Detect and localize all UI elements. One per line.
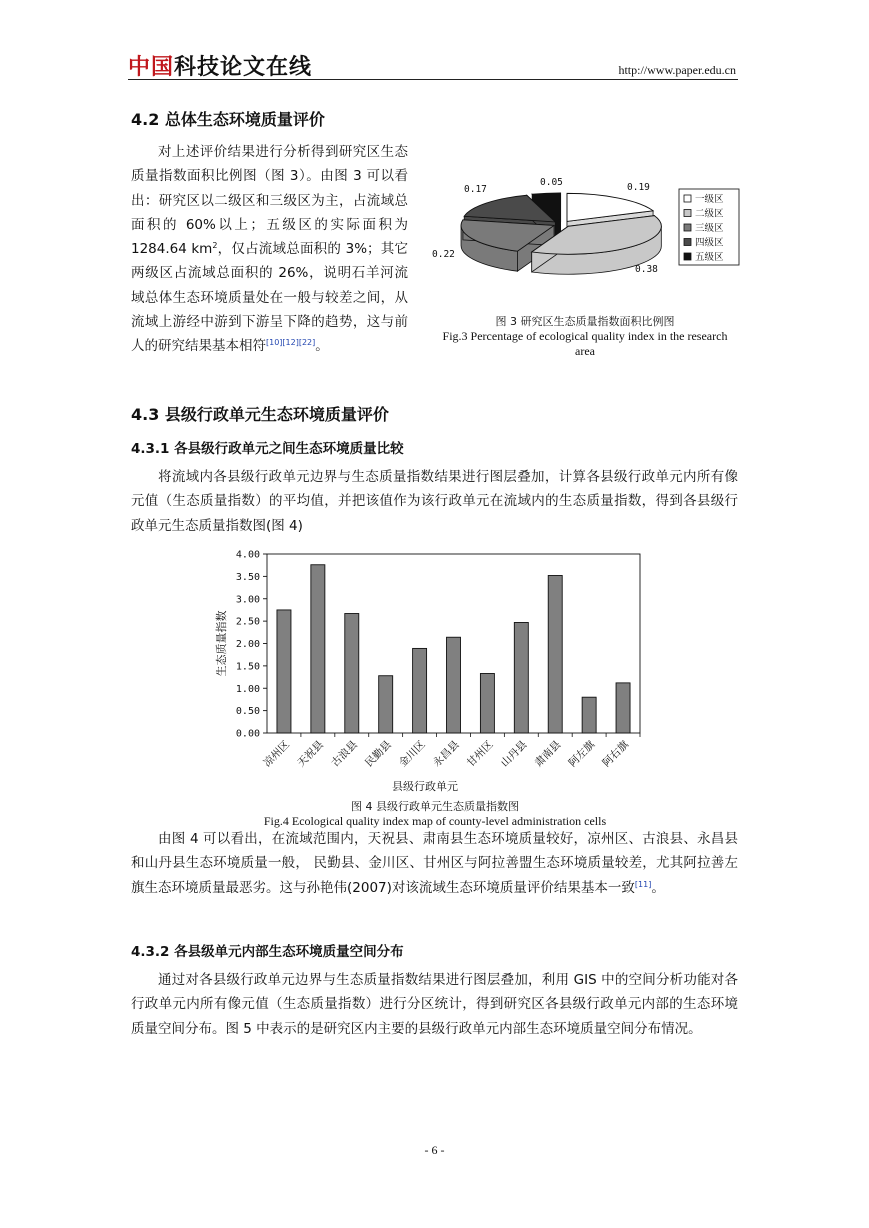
x-tick-label: 古浪县: [329, 738, 360, 770]
bar-阿左旗: [582, 697, 596, 733]
bar-古浪县: [345, 614, 359, 733]
bar-x-axis-title: 县级行政单元: [392, 780, 458, 793]
legend-swatch: [684, 210, 691, 217]
x-tick-label: 山丹县: [498, 738, 530, 770]
x-tick-label: 阿右旗: [600, 738, 632, 770]
header-url[interactable]: http://www.paper.edu.cn: [618, 63, 736, 77]
section-4-3-1-heading: 4.3.1 各县级行政单元之间生态环境质量比较: [131, 441, 404, 457]
section-4-3-1-paragraph: 将流域内各县级行政单元边界与生态质量指数结果进行图层叠加，计算各县级行政单元内所有像元值（生态质量指数）的平均值，并把该值作为该行政单元在流域内的生态质量指数，得到各县级行政单元生态质量指数图(图 4): [131, 469, 738, 534]
section-4-3-2-paragraph: 通过对各县级行政单元边界与生态质量指数结果进行图层叠加，利用 GIS 中的空间分析功能对各行政单元内所有像元值（生态质量指数）进行分区统计，得到研究区各县级行政单元内部的生态环境质量空间分布。图 5 中表示的是研究区内主要的县级行政单元内部生态环境质量空间分布情况。: [131, 972, 738, 1037]
legend-swatch: [684, 253, 691, 260]
pie-value-label: 0.17: [464, 184, 487, 195]
figure4-bar-chart: [210, 544, 670, 800]
bar-天祝县: [311, 565, 325, 733]
x-tick-label: 金川区: [396, 738, 428, 770]
figure3-caption: 图 3 研究区生态质量指数面积比例图 Fig.3 Percentage of ecological quality index in the research area: [442, 315, 728, 358]
pie-value-label: 0.05: [540, 177, 563, 188]
bar-民勤县: [379, 676, 393, 733]
y-tick-label: 1.00: [235, 683, 260, 695]
bar-凉州区: [277, 610, 291, 733]
legend-swatch: [684, 224, 691, 231]
bar-永昌县: [447, 637, 461, 733]
bar-阿右旗: [616, 683, 630, 733]
legend-swatch: [684, 239, 691, 246]
x-tick-label: 永昌县: [430, 738, 462, 770]
citation-ref[interactable]: [10][12][22]: [266, 338, 316, 348]
y-tick-label: 2.50: [235, 616, 260, 628]
header-rule: [128, 79, 738, 80]
section-4-3-heading: 4.3 县级行政单元生态环境质量评价: [131, 405, 389, 424]
x-tick-label: 甘州区: [464, 738, 496, 770]
y-tick-label: 3.00: [235, 594, 260, 606]
y-tick-label: 2.00: [235, 639, 260, 650]
x-tick-label: 民勤县: [363, 738, 394, 770]
bar-肃南县: [548, 575, 562, 733]
journal-logo: 中国科技论文在线: [128, 55, 313, 80]
page-number: - 6 -: [424, 1143, 445, 1157]
legend-label: 三级区: [695, 223, 724, 234]
bar-甘州区: [480, 673, 494, 733]
x-tick-label: 天祝县: [295, 738, 326, 770]
bar-y-axis-title: 生态质量指数: [215, 610, 228, 677]
legend-label: 一级区: [695, 194, 724, 205]
pie-value-label: 0.22: [432, 249, 455, 260]
figure4-caption: 图 4 县级行政单元生态质量指数图 Fig.4 Ecological quality index map of county-level administration cells: [263, 800, 607, 828]
x-tick-label: 肃南县: [532, 738, 564, 770]
x-tick-label: 凉州区: [261, 738, 293, 770]
bar-金川区: [413, 648, 427, 733]
pie-value-label: 0.38: [635, 264, 658, 275]
legend-label: 二级区: [695, 208, 724, 220]
section-4-3-2-heading: 4.3.2 各县级单元内部生态环境质量空间分布: [131, 944, 404, 960]
section-4-2-heading: 4.2 总体生态环境质量评价: [131, 110, 325, 129]
legend-swatch: [684, 195, 691, 202]
pie-value-label: 0.19: [627, 182, 650, 193]
y-tick-label: 1.50: [235, 661, 260, 673]
legend-label: 五级区: [695, 252, 724, 263]
figure3-pie-chart: [422, 172, 742, 282]
y-tick-label: 0.00: [235, 728, 260, 740]
y-tick-label: 3.50: [235, 571, 260, 583]
y-tick-label: 0.50: [235, 706, 260, 718]
x-tick-label: 阿左旗: [566, 738, 598, 770]
y-tick-label: 4.00: [235, 549, 260, 561]
section-4-3-1-paragraph-2: 由图 4 可以看出，在流域范围内，天祝县、肃南县生态环境质量较好，凉州区、古浪县、永昌县和山丹县生态环境质量一般， 民勤县、金川区、甘州区与阿拉善盟生态环境质量较差，尤其阿拉善左旗生态环境质量最恶劣。这与孙艳伟(2007)对该流域生态环境质量评价结果基本一致[11]。: [131, 831, 738, 896]
pie-legend: [679, 189, 739, 265]
citation-ref[interactable]: [11]: [634, 879, 652, 889]
legend-label: 四级区: [695, 237, 724, 249]
section-4-2-paragraph: 对上述评价结果进行分析得到研究区生态质量指数面积比例图（图 3）。由图 3 可以看出：研究区以二级区和三级区为主，占流域总面积的 60%以上；五级区的实际面积为 1284.64 $km^2$，仅占流域总面积的 3%；其它两级区占流域总面积的 26%，说明石羊河流域总体生态环境质量处在一般与较差之间，从流域上游经中游到下游呈下降的趋势，这与前人的研究结果基本相符[10][12][22]。: [131, 144, 408, 355]
bar-山丹县: [514, 622, 528, 733]
